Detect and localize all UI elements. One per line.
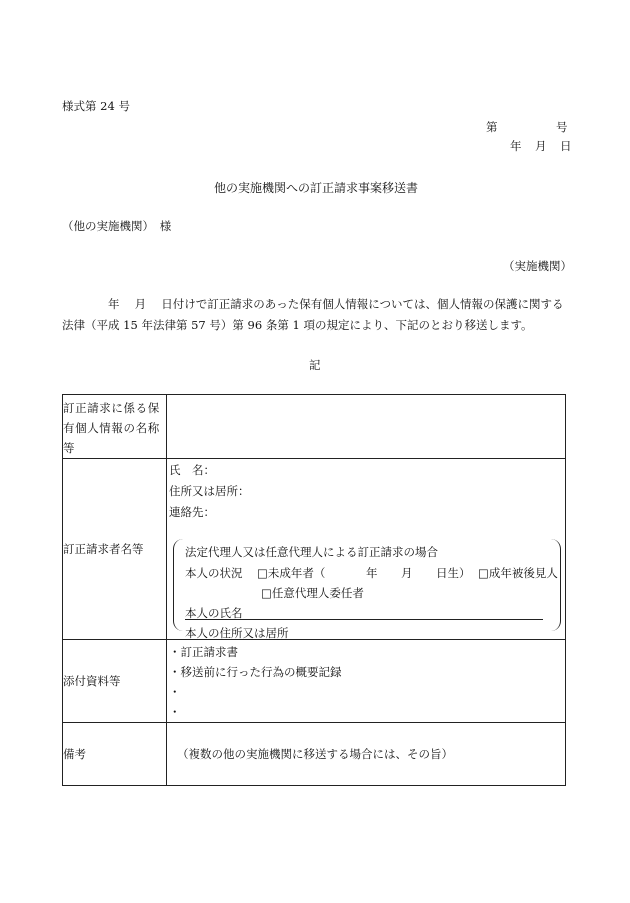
principal-status-label: 本人の状況 [185,566,243,580]
principal-name-label: 本人の氏名 [185,606,243,620]
doc-number-prefix: 第 [486,120,498,134]
option-adult-ward: □成年被後見人 [478,566,558,580]
label-remarks [63,723,167,786]
attachment-item: ・訂正請求書 [169,645,238,659]
birth-month: 月 [401,566,413,580]
remarks-note: （複数の他の実施機関に移送する場合には、その旨） [177,747,453,761]
option-proxy-principal: □任意代理人委任者 [261,586,364,600]
issue-date: 年 月 日 [510,139,573,153]
label-line: 有個人情報の名称 [63,421,160,435]
form-number: 様式第 24 号 [62,99,130,113]
document-title: 他の実施機関への訂正請求事案移送書 [214,181,419,195]
attachment-item: ・移送前に行った行為の概要記録 [169,665,342,679]
label-info-name [63,395,167,459]
birth-day: 日生） [436,566,471,580]
body-text-line-1: 年 月 日付けで訂正請求のあった保有個人情報については、個人情報の保護に関する [108,297,564,311]
label-attachments [63,640,167,723]
principal-address-label: 本人の住所又は居所 [185,626,289,640]
transfer-details-table [62,394,566,786]
option-minor: □未成年者（ [257,566,326,580]
value-remarks [167,723,566,786]
table-row-attachments [63,640,566,723]
table-row-remarks [63,723,566,786]
requester-contact: 連絡先： [169,505,215,519]
label-requester-text: 訂正請求者名等 [63,542,144,556]
value-info-name [167,395,566,459]
label-line: 等 [63,441,75,455]
attachment-item: ・ [169,705,181,719]
requester-address: 住所又は居所： [169,484,250,498]
principal-name-line [185,619,543,620]
label-requester [63,459,167,640]
doc-number-suffix: 号 [556,120,568,134]
value-attachments [167,640,566,723]
body-text-line-2: 法律（平成 15 年法律第 57 号）第 96 条第 1 項の規定により、下記のとおり移送します。 [62,318,533,332]
label-remarks-text: 備考 [63,747,86,761]
ki-heading: 記 [309,358,321,372]
principal-address-line [185,639,543,640]
value-requester [167,459,566,640]
label-attachments-text: 添付資料等 [63,674,121,688]
birth-year: 年 [366,566,378,580]
proxy-title: 法定代理人又は任意代理人による訂正請求の場合 [185,545,438,559]
label-line: 訂正請求に係る保 [63,401,160,415]
addressee: （他の実施機関） 様 [62,219,172,233]
table-row-requester [63,459,566,640]
sender: （実施機関） [503,259,572,273]
attachment-item: ・ [169,685,181,699]
table-row-info-name [63,395,566,459]
requester-name: 氏 名： [169,463,215,477]
